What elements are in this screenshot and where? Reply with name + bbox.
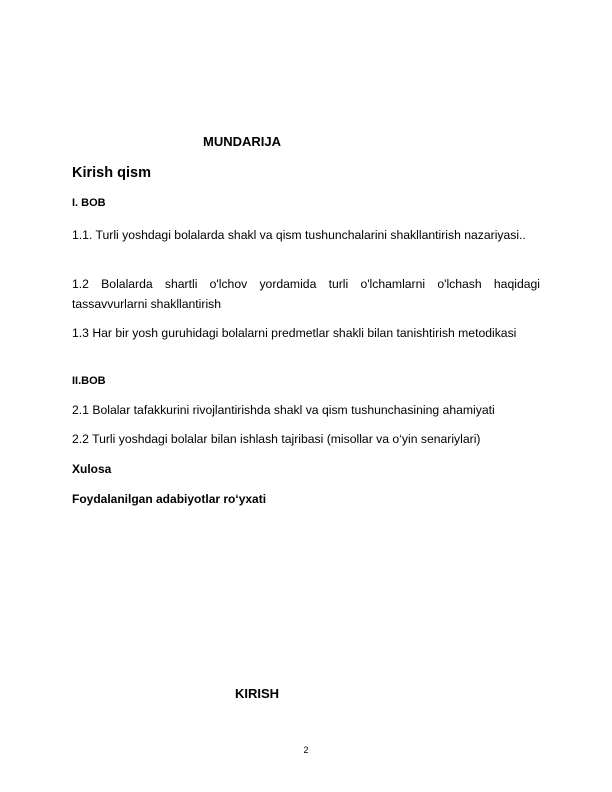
toc-title: MUNDARIJA [203,134,281,149]
toc-item-1-1: 1.1. Turli yoshdagi bolalarda shakl va qism tushunchalarini shakllantirish nazariyasi.. [72,228,526,242]
toc-intro: Kirish qism [72,165,151,181]
section-heading-kirish: KIRISH [235,686,280,701]
toc-chapter-2: II.BOB [72,375,106,387]
toc-references: Foydalanilgan adabiyotlar ro‘yxati [72,492,267,506]
page-number: 2 [303,745,309,755]
toc-conclusion: Xulosa [72,462,112,476]
toc-chapter-1: I. BOB [72,197,106,209]
toc-item-1-2: 1.2 Bolalarda shartli o'lchov yordamida turli o'lchamlarni o'lchash haqidagi tassavvurlarni shakllantirish [72,277,540,311]
toc-item-1-3: 1.3 Har bir yosh guruhidagi bolalarni predmetlar shakli bilan tanishtirish metodikasi [72,326,517,340]
toc-item-2-2: 2.2 Turli yoshdagi bolalar bilan ishlash tajribasi (misollar va o‘yin senariylari) [72,432,481,446]
toc-item-2-1: 2.1 Bolalar tafakkurini rivojlantirishda shakl va qism tushunchasining ahamiyati [72,403,495,417]
